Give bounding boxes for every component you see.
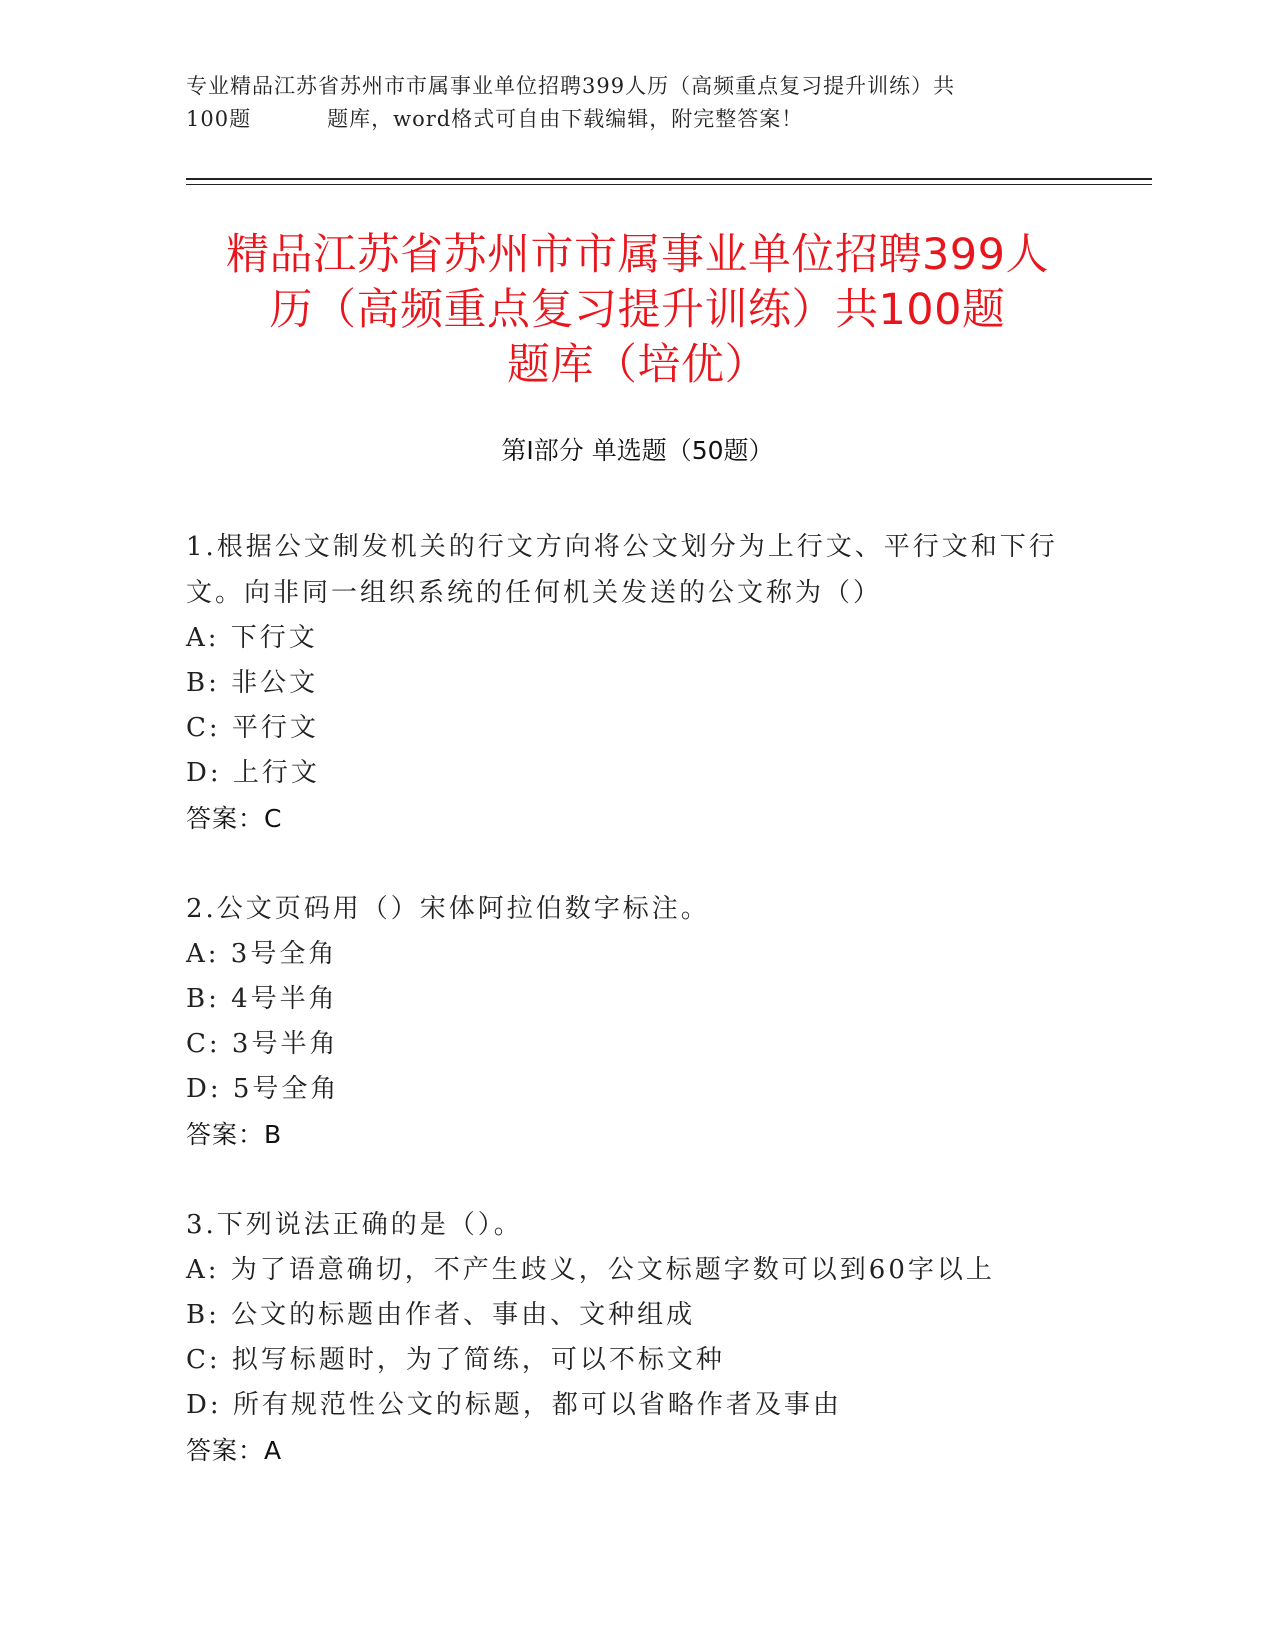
question-stem: 2.公文页码用（）宋体阿拉伯数字标注。: [186, 894, 710, 924]
section-heading: 第Ⅰ部分 单选题（50题）: [501, 436, 774, 465]
option-a: A: 3号全角: [186, 939, 338, 969]
question-stem: 1.根据公文制发机关的行文方向将公文划分为上行文、平行文和下行: [186, 532, 1058, 562]
header-rule-thin: [186, 184, 1152, 185]
answer-label: 答案：C: [186, 804, 283, 833]
option-c: C: 平行文: [186, 713, 319, 743]
question-block: [186, 1202, 1086, 1474]
question-stem-cont: 文。向非同一组织系统的任何机关发送的公文称为（）: [186, 578, 883, 608]
option-b: B: 公文的标题由作者、事由、文种组成: [186, 1300, 696, 1330]
question-block: [186, 524, 1086, 842]
option-d: D: 所有规范性公文的标题，都可以省略作者及事由: [186, 1390, 842, 1420]
title-line-1: 精品江苏省苏州市市属事业单位招聘399人: [225, 230, 1050, 280]
header-line-2: [186, 103, 1086, 136]
title-line-3: 题库（培优）: [507, 340, 768, 390]
document-title: [150, 228, 1125, 393]
header-rule-thick: [186, 178, 1152, 180]
option-c: C: 3号半角: [186, 1029, 339, 1059]
option-d: D: 5号全角: [186, 1074, 340, 1104]
header-line-1: 专业精品江苏省苏州市市属事业单位招聘399人历（高频重点复习提升训练）共: [186, 74, 956, 98]
option-a: A: 下行文: [186, 623, 318, 653]
option-b: B: 非公文: [186, 668, 319, 698]
header-line-2-start: 100题: [186, 107, 252, 131]
answer-label: 答案：A: [186, 1436, 283, 1465]
title-line-2: 历（高频重点复习提升训练）共100题: [269, 285, 1006, 335]
question-block: [186, 886, 1086, 1158]
page-header: [186, 70, 1086, 136]
option-a: A: 为了语意确切，不产生歧义，公文标题字数可以到60字以上: [186, 1255, 995, 1285]
option-d: D: 上行文: [186, 758, 320, 788]
option-b: B: 4号半角: [186, 984, 338, 1014]
answer-label: 答案：B: [186, 1120, 283, 1149]
question-stem: 3.下列说法正确的是（）。: [186, 1210, 523, 1240]
header-line-2-end: 题库，word格式可自由下载编辑，附完整答案！: [327, 107, 804, 131]
option-c: C: 拟写标题时，为了简练，可以不标文种: [186, 1345, 725, 1375]
